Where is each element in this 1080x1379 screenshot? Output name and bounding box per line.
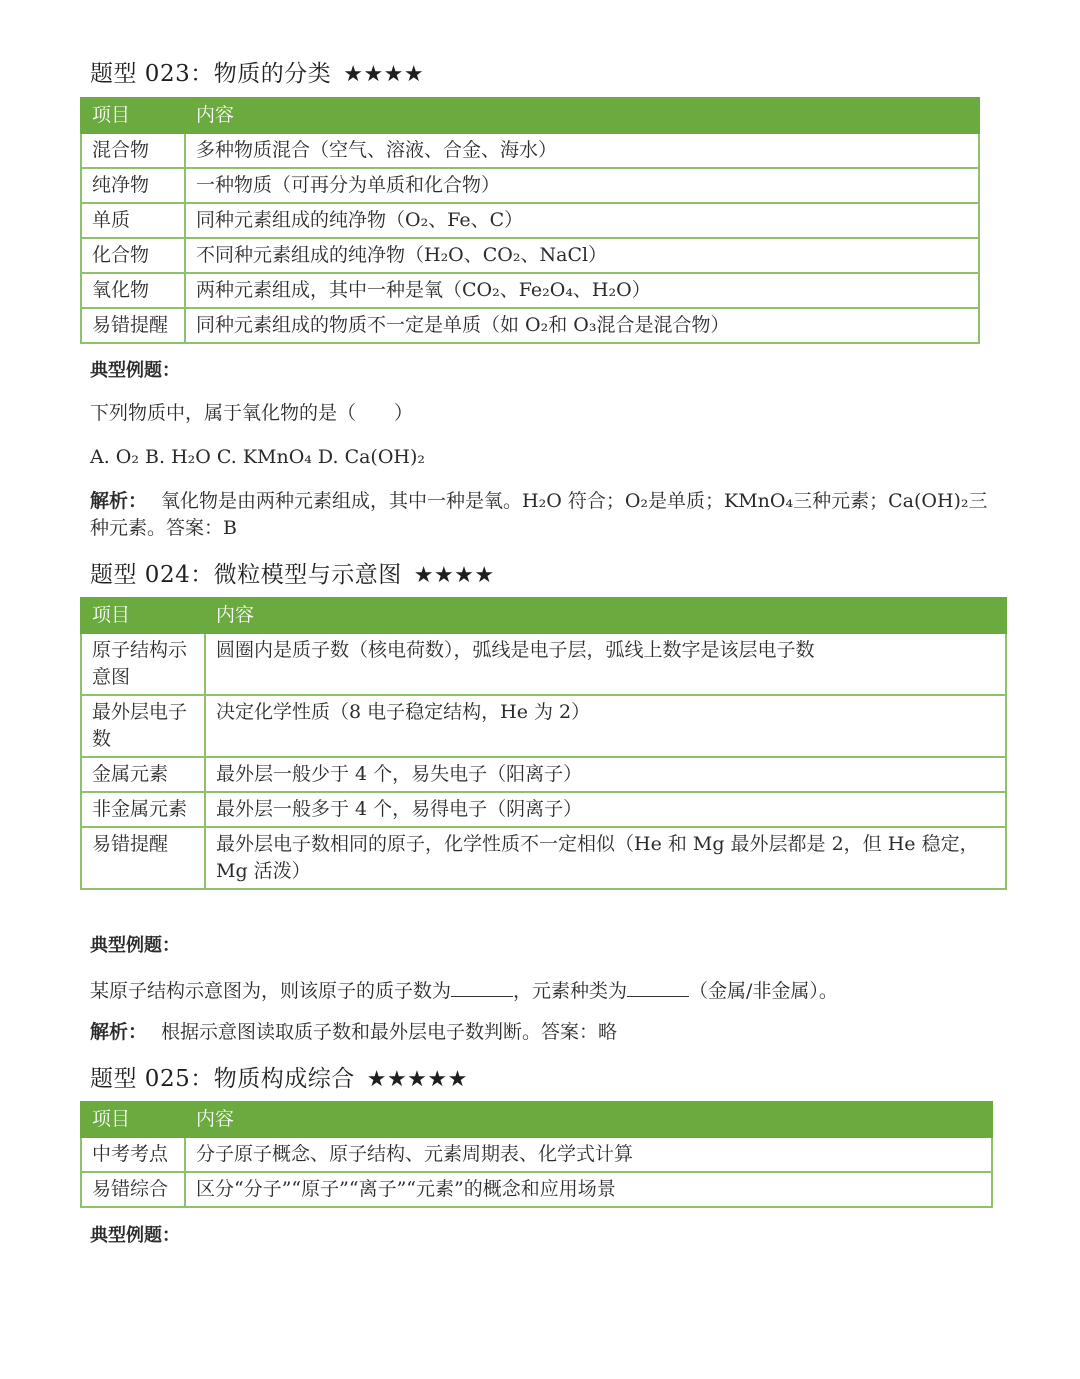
table-row	[81, 827, 1006, 889]
example-label: 典型例题：	[90, 360, 180, 381]
row-content: 最外层一般多于 4 个，易得电子（阴离子）	[205, 792, 1006, 827]
table-row	[81, 757, 1006, 792]
table-row	[81, 633, 1006, 695]
analysis-text: 根据示意图读取质子数和最外层电子数判断。答案：略	[161, 1021, 618, 1043]
analysis	[90, 1019, 617, 1046]
header-content: 内容	[185, 98, 979, 133]
table-row	[81, 168, 979, 203]
row-label: 非金属元素	[81, 792, 205, 827]
answer-blank	[451, 976, 513, 997]
example-question	[90, 976, 838, 1005]
header-item: 项目	[81, 598, 205, 633]
table-header	[81, 1102, 992, 1137]
question-part: （金属/非金属）。	[689, 980, 838, 1002]
row-content: 分子原子概念、原子结构、元素周期表、化学式计算	[185, 1137, 992, 1172]
row-content: 决定化学性质（8 电子稳定结构，He 为 2）	[205, 695, 1006, 757]
row-content: 多种物质混合（空气、溶液、合金、海水）	[185, 133, 979, 168]
section-title-025	[90, 1064, 468, 1095]
table-header	[81, 598, 1006, 633]
row-label: 中考考点	[81, 1137, 185, 1172]
analysis-label: 解析：	[90, 1021, 148, 1043]
table-row	[81, 695, 1006, 757]
question-part: ，元素种类为	[513, 980, 628, 1002]
table-row	[81, 1172, 992, 1207]
table-025	[80, 1101, 993, 1208]
row-label: 金属元素	[81, 757, 205, 792]
row-label: 最外层电子数	[81, 695, 205, 757]
table-row	[81, 308, 979, 343]
table-024	[80, 597, 1007, 890]
table-023	[80, 97, 980, 344]
row-content: 同种元素组成的纯净物（O₂、Fe、C）	[185, 203, 979, 238]
row-label: 单质	[81, 203, 185, 238]
row-content: 不同种元素组成的纯净物（H₂O、CO₂、NaCl）	[185, 238, 979, 273]
row-content: 圆圈内是质子数（核电荷数），弧线是电子层，弧线上数字是该层电子数	[205, 633, 1006, 695]
header-item: 项目	[81, 98, 185, 133]
table-row	[81, 133, 979, 168]
rating-stars: ★★★★★	[366, 1067, 468, 1092]
header-content: 内容	[205, 598, 1006, 633]
section-title-023	[90, 59, 424, 90]
section-title-text: 题型 023：物质的分类	[90, 61, 332, 87]
row-label: 易错综合	[81, 1172, 185, 1207]
row-label: 原子结构示意图	[81, 633, 205, 695]
row-label: 氧化物	[81, 273, 185, 308]
row-label: 化合物	[81, 238, 185, 273]
example-options: A. O₂ B. H₂O C. KMnO₄ D. Ca(OH)₂	[90, 446, 426, 468]
row-content: 一种物质（可再分为单质和化合物）	[185, 168, 979, 203]
row-content: 同种元素组成的物质不一定是单质（如 O₂和 O₃混合是混合物）	[185, 308, 979, 343]
section-title-text: 题型 025：物质构成综合	[90, 1066, 355, 1092]
answer-blank	[627, 976, 689, 997]
header-item: 项目	[81, 1102, 185, 1137]
question-part: 某原子结构示意图为，则该原子的质子数为	[90, 980, 452, 1002]
example-question: 下列物质中，属于氧化物的是（ ）	[90, 402, 414, 424]
header-content: 内容	[185, 1102, 992, 1137]
row-content: 最外层一般少于 4 个，易失电子（阳离子）	[205, 757, 1006, 792]
analysis	[90, 488, 990, 542]
example-label: 典型例题：	[90, 935, 180, 956]
table-row	[81, 273, 979, 308]
row-label: 易错提醒	[81, 827, 205, 889]
row-content: 区分“分子”“原子”“离子”“元素”的概念和应用场景	[185, 1172, 992, 1207]
row-content: 最外层电子数相同的原子，化学性质不一定相似（He 和 Mg 最外层都是 2，但 He 稳定，Mg 活泼）	[205, 827, 1006, 889]
example-label: 典型例题：	[90, 1225, 180, 1246]
row-label: 纯净物	[81, 168, 185, 203]
row-label: 混合物	[81, 133, 185, 168]
section-title-text: 题型 024：微粒模型与示意图	[90, 562, 402, 588]
rating-stars: ★★★★	[343, 62, 425, 87]
analysis-text: 氧化物是由两种元素组成，其中一种是氧。H₂O 符合；O₂是单质；KMnO₄三种元素；Ca(OH)₂三种元素。答案：B	[90, 490, 988, 539]
table-row	[81, 203, 979, 238]
row-content: 两种元素组成，其中一种是氧（CO₂、Fe₂O₄、H₂O）	[185, 273, 979, 308]
table-header	[81, 98, 979, 133]
section-title-024	[90, 560, 495, 591]
table-row	[81, 1137, 992, 1172]
table-row	[81, 792, 1006, 827]
analysis-label: 解析：	[90, 490, 148, 512]
table-row	[81, 238, 979, 273]
rating-stars: ★★★★	[413, 563, 495, 588]
row-label: 易错提醒	[81, 308, 185, 343]
